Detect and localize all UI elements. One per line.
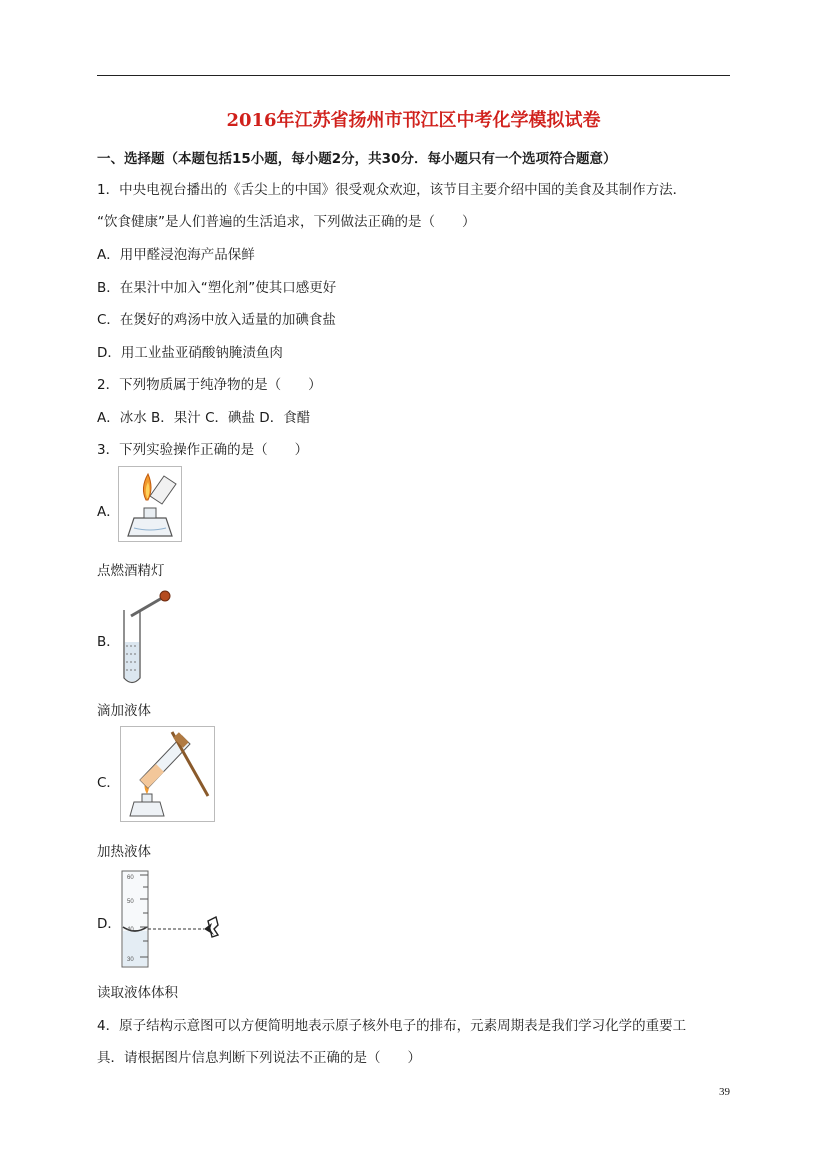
page-title: 2016年江苏省扬州市邗江区中考化学模拟试卷 [226,110,601,131]
heating-liquid-image [120,726,215,822]
section-heading: 一、选择题（本题包括15小题，每小题2分，共30分．每小题只有一个选项符合题意） [97,151,617,167]
dropping-liquid-image [118,586,174,688]
page-number: 39 [719,1086,730,1098]
q1-stem-line2: “饮食健康”是人们普遍的生活追求，下列做法正确的是（ ） [97,214,476,230]
q3-option-a-label: A． [97,504,120,520]
q3-option-b-label: B． [97,634,120,650]
q3-option-c-label: C． [97,775,120,791]
q3-option-a-caption: 点燃酒精灯 [97,563,165,579]
q4-stem-line1: 4．原子结构示意图可以方便简明地表示原子核外电子的排布，元素周期表是我们学习化学的重要工 [97,1018,687,1034]
q1-stem-line1: 1．中央电视台播出的《舌尖上的中国》很受观众欢迎，该节目主要介绍中国的美食及其制作方法． [97,182,687,198]
cylinder-tick-30: 30 [127,957,134,963]
q3-option-d-caption: 读取液体体积 [97,985,178,1001]
lighting-alcohol-lamp-image [118,466,182,542]
reading-liquid-volume-image [118,869,222,969]
q1-option-a: A．用甲醛浸泡海产品保鲜 [97,247,255,263]
header-rule [97,75,730,76]
q3-stem: 3．下列实验操作正确的是（ ） [97,442,309,458]
cylinder-tick-40: 40 [127,927,134,933]
q1-option-d: D．用工业盐亚硝酸钠腌渍鱼肉 [97,345,283,361]
q1-option-b: B．在果汁中加入“塑化剂”使其口感更好 [97,280,337,296]
q3-option-d-label: D． [97,916,121,932]
cylinder-tick-50: 50 [127,899,134,905]
q2-stem: 2．下列物质属于纯净物的是（ ） [97,377,322,393]
q4-stem-line2: 具．请根据图片信息判断下列说法不正确的是（ ） [97,1050,421,1066]
q3-option-b-caption: 滴加液体 [97,703,151,719]
cylinder-tick-60: 60 [127,875,134,881]
q1-option-c: C．在煲好的鸡汤中放入适量的加碘食盐 [97,312,336,328]
q3-option-c-caption: 加热液体 [97,844,151,860]
q2-options: A．冰水 B．果汁 C．碘盐 D．食醋 [97,410,311,426]
